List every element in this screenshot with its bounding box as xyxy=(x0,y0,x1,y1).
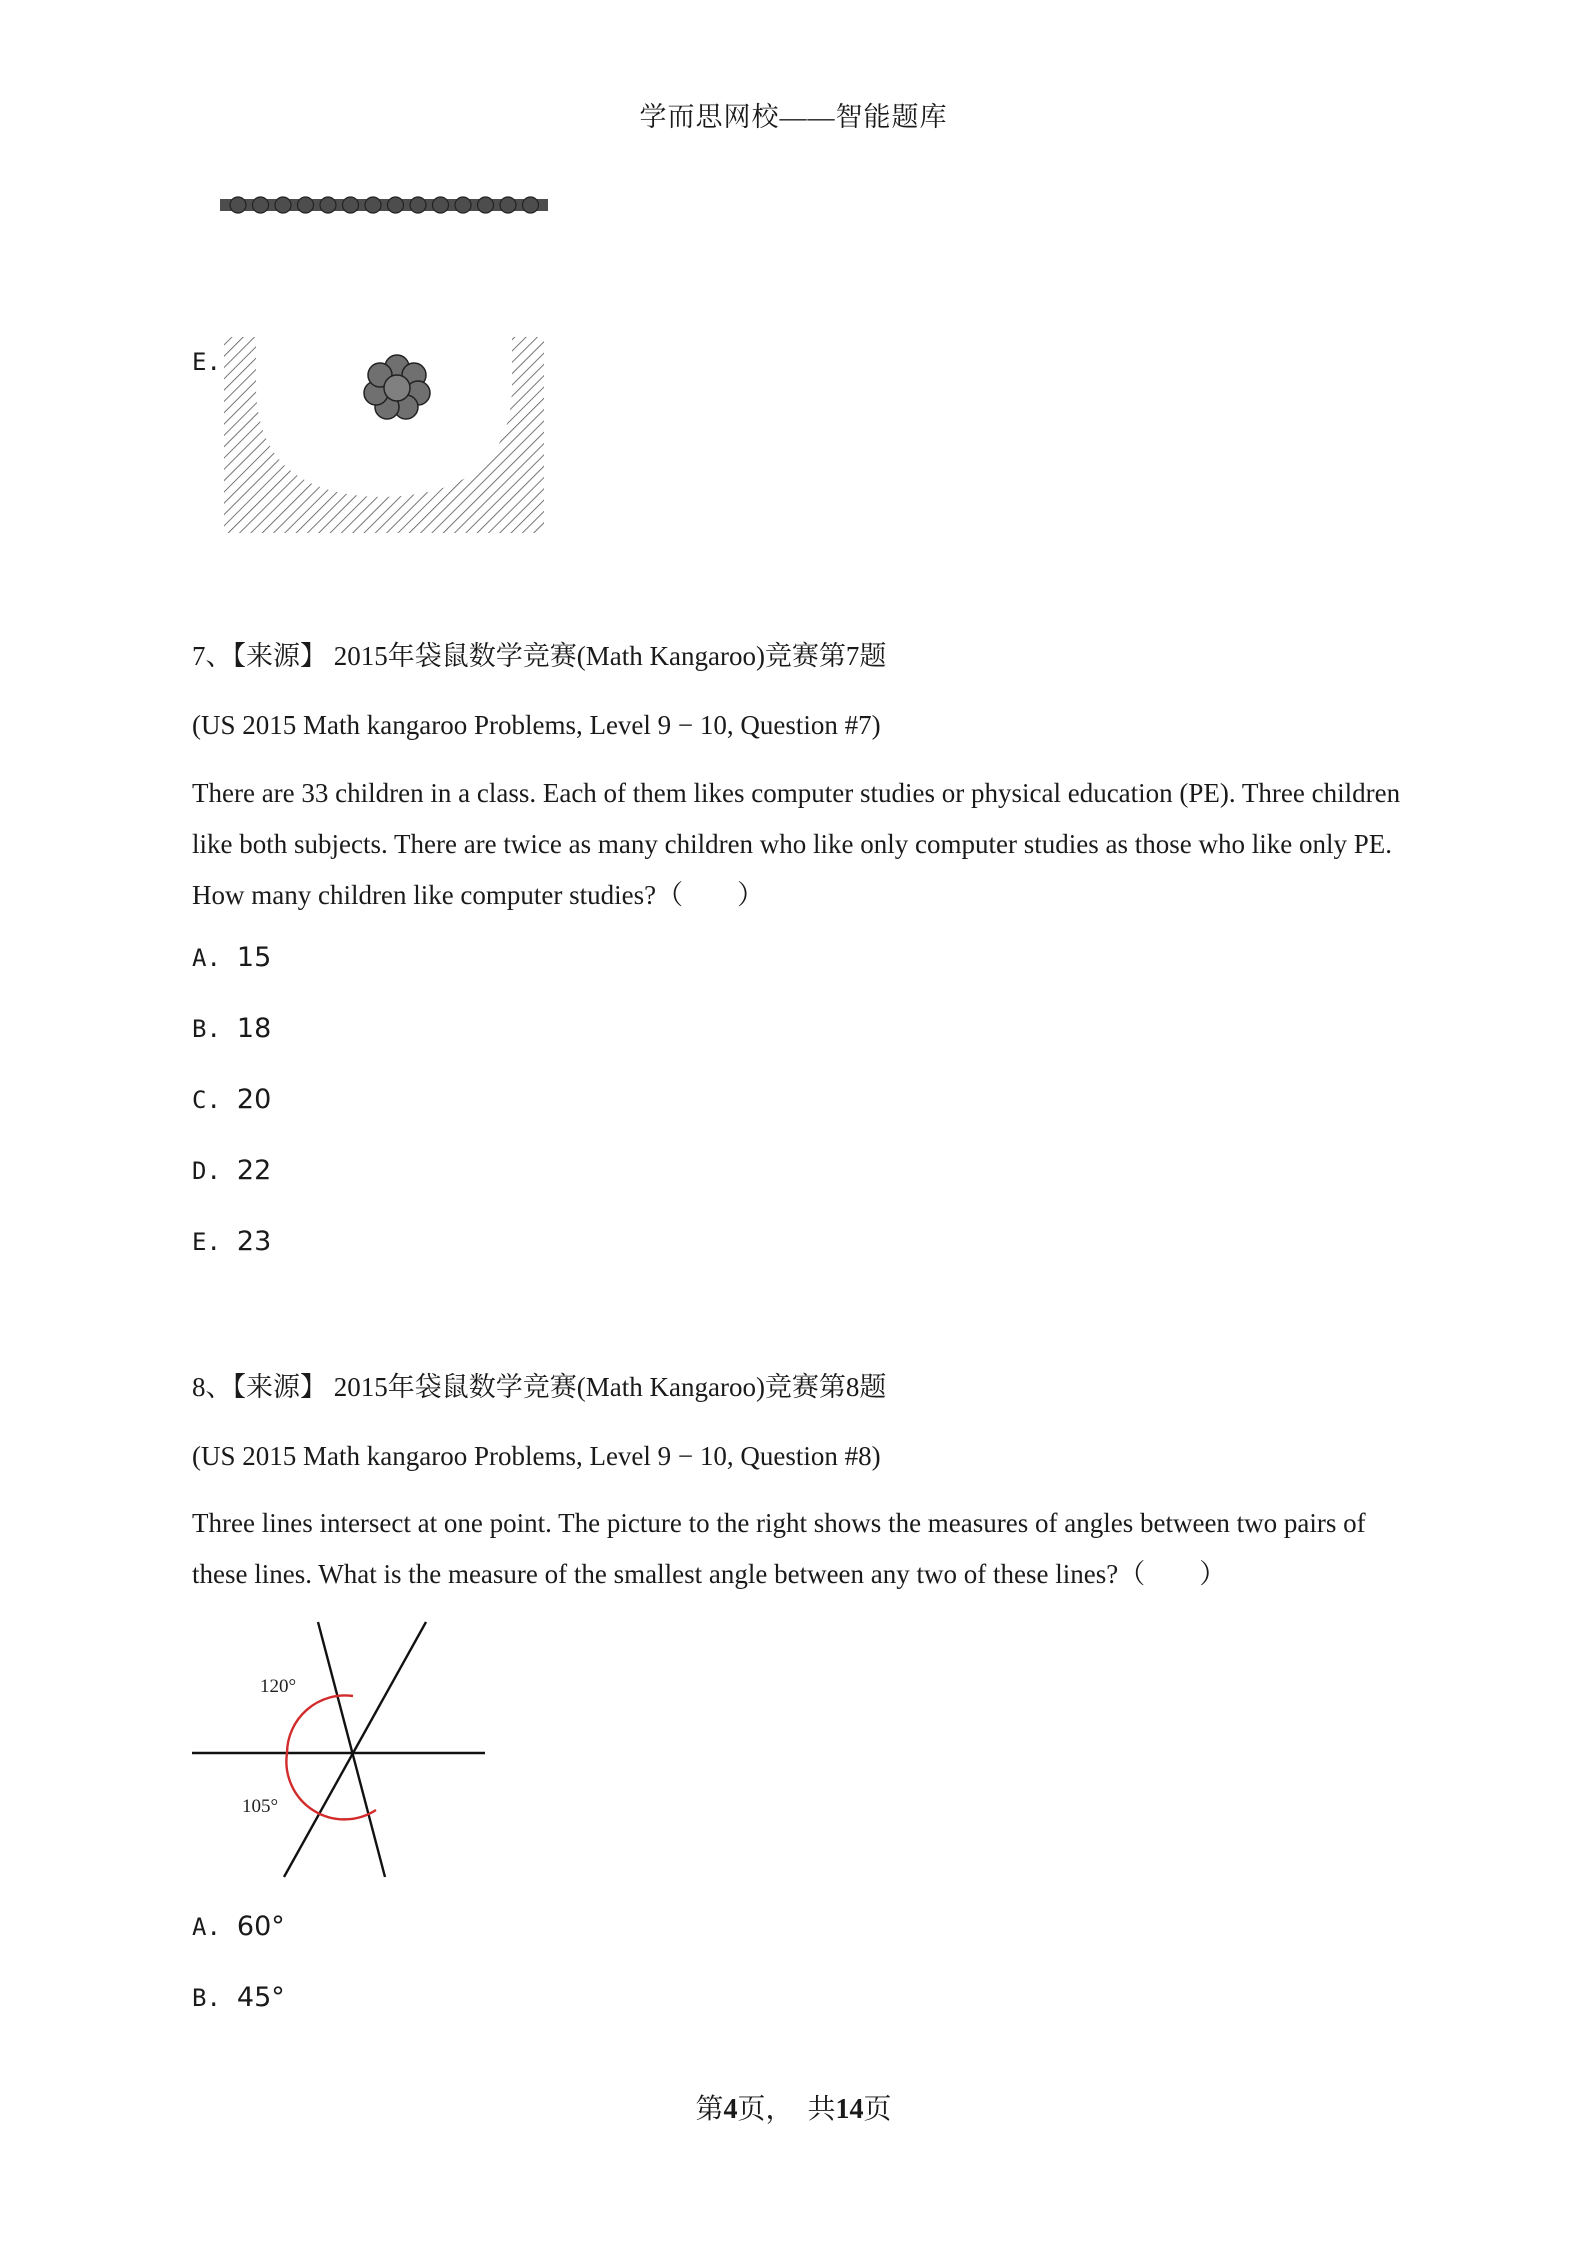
chain-bar xyxy=(220,199,548,211)
chain-bead xyxy=(230,197,246,213)
chain-bead xyxy=(478,197,494,213)
option-value: 60° xyxy=(236,1911,285,1942)
question-8-body: Three lines intersect at one point. The picture to the right shows the measures of angles between two pairs of these lines. What is the measure of the smallest angle between any two of these lines?（ ） xyxy=(192,1508,1366,1589)
angle-label-105: 105° xyxy=(242,1796,279,1817)
slanted-line xyxy=(284,1622,426,1877)
chain-figure xyxy=(218,188,552,220)
hatched-u-figure xyxy=(222,335,546,535)
question-7-option-d[interactable] xyxy=(192,1155,271,1186)
footer-mid: 页， 共 xyxy=(737,2094,836,2125)
page-header: 学而思网校——智能题库 xyxy=(639,102,948,132)
question-8-header: 8、【来源】 2015年袋鼠数学竞赛(Math Kangaroo)竞赛第8题 xyxy=(192,1372,887,1402)
chain-bead xyxy=(523,197,539,213)
option-letter: C. xyxy=(192,1086,221,1114)
chain-bead xyxy=(388,197,404,213)
question-7-option-b[interactable] xyxy=(192,1013,271,1044)
question-7-body: There are 33 children in a class. Each of them likes computer studies or physical education (PE). Three children like both subjects. There are twice as many children who like only computer studies as those who like only PE. How many children like computer studies?（ ） xyxy=(192,778,1401,910)
footer-suffix: 页 xyxy=(863,2094,892,2125)
footer-page-number: 4 xyxy=(723,2094,738,2125)
question-7-option-a[interactable] xyxy=(192,942,271,973)
option-value: 15 xyxy=(236,942,272,973)
option-letter: B. xyxy=(192,1984,221,2012)
angle-label-120: 120° xyxy=(260,1676,297,1697)
question-8-option-b[interactable] xyxy=(192,1982,285,2013)
option-letter: A. xyxy=(192,1913,221,1941)
option-value: 20 xyxy=(236,1084,272,1115)
option-value: 23 xyxy=(236,1226,272,1257)
option-letter: A. xyxy=(192,944,221,972)
option-value: 18 xyxy=(236,1013,272,1044)
footer-page-total: 14 xyxy=(835,2094,864,2125)
angle-arc-120 xyxy=(287,1695,353,1753)
page-footer xyxy=(0,2087,1587,2127)
chain-bead xyxy=(298,197,314,213)
question-7-option-e[interactable] xyxy=(192,1226,271,1257)
prev-option-e-label: E. xyxy=(192,348,221,376)
option-value: 22 xyxy=(236,1155,272,1186)
chain-bead xyxy=(455,197,471,213)
option-letter: E. xyxy=(192,1228,221,1256)
option-value: 45° xyxy=(236,1982,285,2013)
chain-bead xyxy=(500,197,516,213)
option-letter: B. xyxy=(192,1015,221,1043)
chain-bead xyxy=(320,197,336,213)
question-8-option-a[interactable] xyxy=(192,1911,285,1942)
question-7-source: (US 2015 Math kangaroo Problems, Level 9 − 10, Question #7) xyxy=(192,710,881,740)
angle-arc-105 xyxy=(286,1753,376,1819)
question-8-source: (US 2015 Math kangaroo Problems, Level 9 − 10, Question #8) xyxy=(192,1441,881,1471)
flower-icon xyxy=(364,355,430,419)
chain-bead xyxy=(410,197,426,213)
intersecting-lines-figure xyxy=(190,1620,490,1880)
option-letter: D. xyxy=(192,1157,221,1185)
steep-line xyxy=(318,1622,385,1877)
question-7-option-c[interactable] xyxy=(192,1084,271,1115)
chain-bead xyxy=(253,197,269,213)
chain-bead xyxy=(343,197,359,213)
footer-prefix: 第 xyxy=(695,2094,724,2125)
chain-bead xyxy=(365,197,381,213)
chain-bead xyxy=(433,197,449,213)
question-7-header: 7、【来源】 2015年袋鼠数学竞赛(Math Kangaroo)竞赛第7题 xyxy=(192,641,887,671)
chain-bead xyxy=(275,197,291,213)
